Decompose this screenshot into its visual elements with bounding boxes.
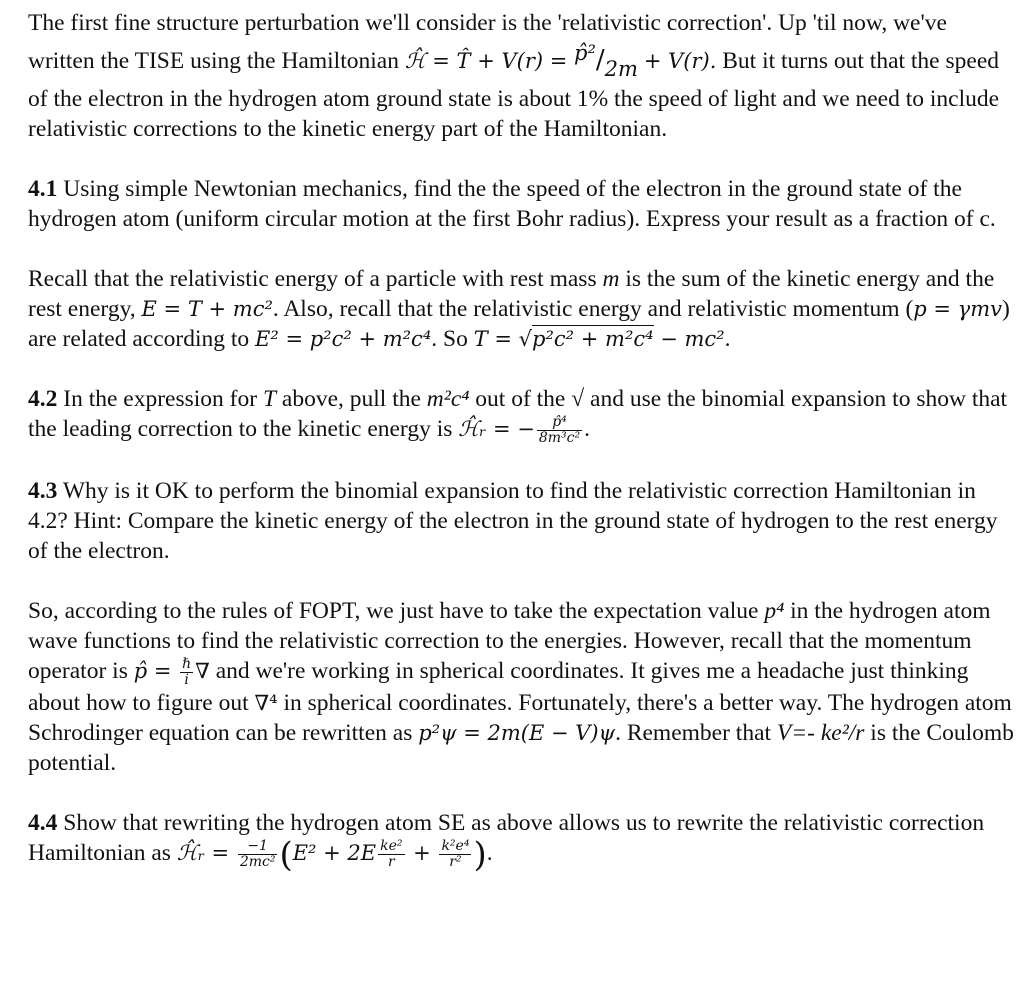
fraction-denominator: r: [387, 854, 395, 871]
intro-text-2: But it turns out that the speed of the electron in the hydrogen atom ground state is about 1% the speed of light and we need to include relativistic corrections to the kinetic energy part of the Hamiltonian.: [28, 48, 1000, 142]
recall-text: . Also, recall that the relativistic energy and relativistic momentum (: [272, 296, 914, 322]
relativistic-hamiltonian: ℋ̂ᵣ =: [176, 841, 236, 866]
fraction-numerator: ℏ: [182, 656, 192, 673]
nabla-4: ∇⁴: [254, 691, 278, 716]
question-text: out of the √ and use the binomial expansion to show that the leading correction to the kinetic energy is: [28, 386, 1008, 442]
fraction-denominator: r²: [449, 854, 462, 871]
question-4-4: [28, 808, 1014, 876]
sqrt-radicand: p²c² + m²c⁴: [532, 327, 654, 351]
momentum-operator: p̂ =: [133, 659, 179, 684]
fraction: [537, 415, 582, 446]
fraction: [180, 657, 193, 688]
recall-text: Recall that the relativistic energy of a particle with rest mass: [28, 266, 603, 292]
momentum-equation: p = γmv: [913, 297, 1003, 321]
fopt-paragraph: [28, 596, 1014, 778]
hamiltonian-equation: ℋ̂ = T̂ + V(r) =: [404, 49, 575, 73]
fraction-denominator: 2mc²: [239, 854, 276, 871]
question-label: 4.3: [28, 478, 58, 505]
question-label: 4.4: [28, 810, 58, 837]
question-text: above, pull the: [276, 386, 427, 412]
fraction-numerator: p̂⁴: [537, 415, 582, 431]
question-text: .: [584, 416, 590, 442]
fopt-text: in the hydrogen atom wave functions to find the relativistic correction to the energies. However, recall that the momentum operator is: [28, 598, 991, 685]
rest-energy-term: − mc²: [653, 327, 725, 351]
fraction: [238, 839, 278, 870]
question-label: 4.1: [28, 176, 58, 202]
fopt-text: So, according to the rules of FOPT, we just have to take the expectation value: [28, 598, 765, 625]
t-symbol: T: [262, 386, 277, 412]
question-4-3: [28, 476, 1014, 566]
question-label: 4.2: [28, 386, 58, 412]
recall-text: is the sum of the kinetic energy and the rest energy,: [28, 266, 995, 322]
intro-paragraph: [28, 8, 1014, 144]
intro-text: The first fine structure perturbation we'll consider is the 'relativistic correction'. Up 'til now, we've written the TISE using the Hamiltonian: [28, 10, 947, 74]
recall-paragraph: [28, 264, 1014, 354]
p4-term: p⁴: [764, 598, 785, 625]
energy-term: E² + 2E: [292, 841, 377, 866]
fopt-text: and we're working in spherical coordinates. It gives me a headache just thinking about how to figure out: [28, 658, 969, 717]
slash: /: [595, 45, 605, 75]
question-text: .: [486, 840, 493, 867]
nabla-symbol: ∇: [195, 659, 210, 684]
recall-text: ) are related according to: [28, 296, 1010, 352]
question-4-1: [28, 174, 1014, 234]
relativistic-hamiltonian: ℋ̂ᵣ = −: [458, 417, 535, 441]
fraction: [378, 839, 404, 870]
fraction-denominator: 8m³c²: [538, 430, 581, 447]
fraction: [439, 839, 471, 870]
m2c4-term: m²c⁴: [426, 386, 470, 412]
mass-symbol: m: [602, 266, 620, 292]
two-m: 2m: [604, 57, 638, 81]
plus-sign: +: [406, 841, 438, 866]
plus-v-r: + V(r).: [643, 49, 717, 73]
fraction-numerator: ke²: [380, 838, 403, 855]
question-4-2: [28, 384, 1014, 446]
right-paren: ): [473, 835, 487, 876]
recall-text: . So: [431, 326, 474, 352]
fopt-text: is the Coulomb potential.: [28, 720, 1014, 777]
energy-momentum-relation: E² = p²c² + m²c⁴: [255, 327, 432, 351]
fraction-numerator: −1: [238, 839, 278, 855]
question-text: Show that rewriting the hydrogen atom SE as above allows us to rewrite the relativistic correction Hamiltonian as: [28, 810, 985, 867]
p-squared: p̂²: [574, 41, 596, 65]
energy-equation: E = T + mc²: [141, 297, 273, 321]
question-text: Why is it OK to perform the binomial expansion to find the relativistic correction Hamiltonian in 4.2? Hint: Compare the kinetic energy of the electron in the ground state of hydrogen to the rest energy of the electron.: [28, 478, 998, 565]
fopt-text: in spherical coordinates. Fortunately, there's a better way. The hydrogen atom Schrodinger equation can be rewritten as: [28, 690, 1012, 747]
schrodinger-equation: p²ψ = 2m(E − V)ψ: [418, 721, 616, 746]
fraction-denominator: i: [184, 672, 189, 689]
question-text: In the expression for: [57, 386, 263, 412]
coulomb-potential: V=- ke²/r: [776, 720, 865, 747]
left-paren: (: [279, 835, 293, 876]
fopt-text: . Remember that: [615, 720, 777, 747]
sqrt-symbol: √: [518, 327, 533, 351]
recall-text: .: [724, 326, 731, 352]
question-text: Using simple Newtonian mechanics, find the the speed of the electron in the ground state of the hydrogen atom (uniform circular motion at the first Bohr radius). Express your result as a fraction of c.: [28, 176, 996, 232]
kinetic-equation: T =: [473, 327, 519, 351]
fraction-numerator: k²e⁴: [441, 838, 470, 855]
